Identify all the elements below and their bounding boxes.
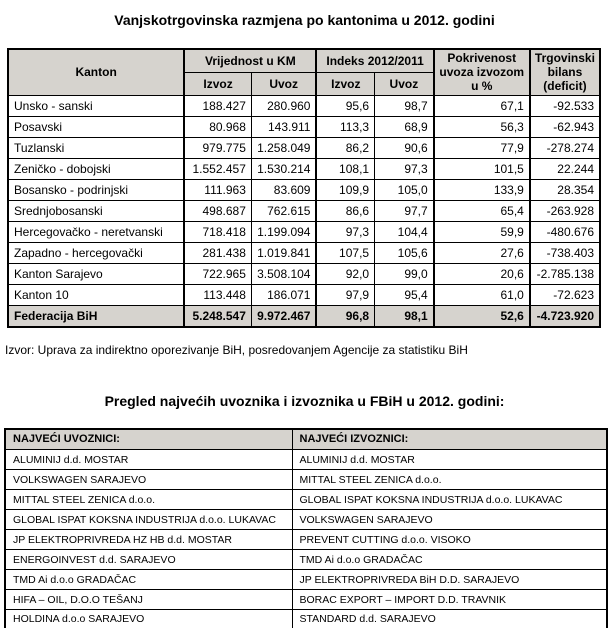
table-row [8, 179, 600, 200]
uvoznik-cell: JP ELEKTROPRIVREDA HZ HB d.d. MOSTAR [5, 530, 292, 550]
bilans-cell: -738.403 [530, 242, 600, 263]
uvoz-km-cell: 9.972.467 [251, 305, 316, 327]
bilans-cell: -62.943 [530, 116, 600, 137]
izvoz-indeks-cell: 96,8 [316, 305, 374, 327]
izvoznik-cell: ALUMINIJ d.d. MOSTAR [292, 450, 607, 470]
izvoznik-cell: TMD Ai d.o.o GRADAČAC [292, 550, 607, 570]
bilans-cell: -278.274 [530, 137, 600, 158]
uvoznik-cell: TMD Ai d.o.o GRADAČAC [5, 570, 292, 590]
col-header-uvoz-km: Uvoz [251, 72, 316, 95]
uvoz-km-cell: 1.530.214 [251, 158, 316, 179]
table-row [8, 200, 600, 221]
izvoz-indeks-cell: 95,6 [316, 95, 374, 116]
izvoznik-cell: PREVENT CUTTING d.o.o. VISOKO [292, 530, 607, 550]
kanton-cell: Posavski [8, 116, 184, 137]
izvoz-km-cell: 188.427 [184, 95, 251, 116]
uvoz-km-cell: 1.199.094 [251, 221, 316, 242]
pokrivenost-cell: 133,9 [434, 179, 530, 200]
izvoz-indeks-cell: 97,3 [316, 221, 374, 242]
kanton-cell: Unsko - sanski [8, 95, 184, 116]
pokrivenost-cell: 20,6 [434, 263, 530, 284]
kanton-cell: Zeničko - dobojski [8, 158, 184, 179]
izvoz-km-cell: 722.965 [184, 263, 251, 284]
uvoz-km-cell: 1.019.841 [251, 242, 316, 263]
table-total-row [8, 305, 600, 327]
table-row [5, 470, 607, 490]
col-header-uvoznici: NAJVEĆI UVOZNICI: [5, 429, 292, 450]
table-row [8, 263, 600, 284]
bilans-cell: -263.928 [530, 200, 600, 221]
kanton-cell: Federacija BiH [8, 305, 184, 327]
bilans-cell: -2.785.138 [530, 263, 600, 284]
izvoz-km-cell: 979.775 [184, 137, 251, 158]
uvoz-indeks-cell: 99,0 [375, 263, 434, 284]
kanton-cell: Srednjobosanski [8, 200, 184, 221]
table-row [8, 137, 600, 158]
izvoz-km-cell: 5.248.547 [184, 305, 251, 327]
uvoz-indeks-cell: 104,4 [375, 221, 434, 242]
table-row [5, 510, 607, 530]
izvoznik-cell: VOLKSWAGEN SARAJEVO [292, 510, 607, 530]
uvoznik-cell: MITTAL STEEL ZENICA d.o.o. [5, 490, 292, 510]
col-header-kanton: Kanton [8, 49, 184, 95]
pokrivenost-cell: 67,1 [434, 95, 530, 116]
table-row [8, 284, 600, 305]
kanton-cell: Kanton Sarajevo [8, 263, 184, 284]
bilans-cell: -72.623 [530, 284, 600, 305]
uvoz-km-cell: 83.609 [251, 179, 316, 200]
table-row [5, 490, 607, 510]
pokrivenost-cell: 77,9 [434, 137, 530, 158]
izvoz-indeks-cell: 92,0 [316, 263, 374, 284]
kanton-cell: Tuzlanski [8, 137, 184, 158]
col-header-bilans: Trgovinski bilans (deficit) [530, 49, 600, 95]
table-row [8, 95, 600, 116]
col-header-izvoz-km: Izvoz [184, 72, 251, 95]
uvoznik-cell: VOLKSWAGEN SARAJEVO [5, 470, 292, 490]
pokrivenost-cell: 101,5 [434, 158, 530, 179]
col-group-vrijednost: Vrijednost u KM [184, 49, 316, 72]
uvoz-indeks-cell: 105,6 [375, 242, 434, 263]
uvoz-km-cell: 3.508.104 [251, 263, 316, 284]
companies-table [4, 428, 608, 628]
izvoznik-cell: GLOBAL ISPAT KOKSNA INDUSTRIJA d.o.o. LUKAVAC [292, 490, 607, 510]
izvoz-indeks-cell: 113,3 [316, 116, 374, 137]
kanton-cell: Kanton 10 [8, 284, 184, 305]
uvoz-indeks-cell: 68,9 [375, 116, 434, 137]
izvoz-indeks-cell: 107,5 [316, 242, 374, 263]
source-note: Izvor: Uprava za indirektno oporezivanje BiH, posredovanjem Agencije za statistiku BiH [5, 342, 468, 357]
izvoz-km-cell: 718.418 [184, 221, 251, 242]
uvoz-indeks-cell: 98,7 [375, 95, 434, 116]
izvoznik-cell: JP ELEKTROPRIVREDA BiH D.D. SARAJEVO [292, 570, 607, 590]
bilans-cell: -480.676 [530, 221, 600, 242]
izvoz-indeks-cell: 97,9 [316, 284, 374, 305]
table-row [5, 570, 607, 590]
pokrivenost-cell: 61,0 [434, 284, 530, 305]
pokrivenost-cell: 59,9 [434, 221, 530, 242]
col-group-indeks: Indeks 2012/2011 [316, 49, 433, 72]
col-header-izvoznici: NAJVEĆI IZVOZNICI: [292, 429, 607, 450]
trade-table [7, 48, 601, 328]
table-row [5, 530, 607, 550]
table-row [8, 242, 600, 263]
uvoz-indeks-cell: 97,3 [375, 158, 434, 179]
izvoz-km-cell: 80.968 [184, 116, 251, 137]
uvoz-indeks-cell: 90,6 [375, 137, 434, 158]
table-row [5, 550, 607, 570]
izvoznik-cell: STANDARD d.d. SARAJEVO [292, 610, 607, 628]
document-page [0, 12, 609, 628]
table-row [8, 158, 600, 179]
uvoz-km-cell: 186.071 [251, 284, 316, 305]
pokrivenost-cell: 27,6 [434, 242, 530, 263]
uvoz-indeks-cell: 97,7 [375, 200, 434, 221]
companies-table-title: Pregled najvećih uvoznika i izvoznika u FBiH u 2012. godini: [104, 392, 505, 409]
bilans-cell: 22.244 [530, 158, 600, 179]
table-row [8, 221, 600, 242]
table-row [5, 590, 607, 610]
izvoz-km-cell: 498.687 [184, 200, 251, 221]
uvoz-km-cell: 280.960 [251, 95, 316, 116]
uvoz-indeks-cell: 105,0 [375, 179, 434, 200]
uvoz-indeks-cell: 98,1 [375, 305, 434, 327]
uvoznik-cell: ENERGOINVEST d.d. SARAJEVO [5, 550, 292, 570]
izvoz-km-cell: 281.438 [184, 242, 251, 263]
izvoz-indeks-cell: 108,1 [316, 158, 374, 179]
trade-table-header [8, 49, 600, 95]
kanton-cell: Hercegovačko - neretvanski [8, 221, 184, 242]
izvoz-km-cell: 113.448 [184, 284, 251, 305]
bilans-cell: 28.354 [530, 179, 600, 200]
companies-table-header [5, 429, 607, 450]
pokrivenost-cell: 56,3 [434, 116, 530, 137]
izvoz-indeks-cell: 86,6 [316, 200, 374, 221]
uvoz-km-cell: 762.615 [251, 200, 316, 221]
uvoznik-cell: ALUMINIJ d.d. MOSTAR [5, 450, 292, 470]
kanton-cell: Bosansko - podrinjski [8, 179, 184, 200]
trade-table-title: Vanjskotrgovinska razmjena po kantonima u 2012. godini [114, 12, 495, 28]
bilans-cell: -92.533 [530, 95, 600, 116]
izvoz-km-cell: 111.963 [184, 179, 251, 200]
uvoznik-cell: HIFA – OIL, D.O.O TEŠANJ [5, 590, 292, 610]
table-row [5, 610, 607, 628]
bilans-cell: -4.723.920 [530, 305, 600, 327]
izvoznik-cell: BORAC EXPORT – IMPORT D.D. TRAVNIK [292, 590, 607, 610]
table-row [8, 116, 600, 137]
col-header-pokrivenost: Pokrivenost uvoza izvozom u % [434, 49, 530, 95]
uvoz-km-cell: 143.911 [251, 116, 316, 137]
pokrivenost-cell: 65,4 [434, 200, 530, 221]
uvoznik-cell: HOLDINA d.o.o SARAJEVO [5, 610, 292, 628]
uvoz-indeks-cell: 95,4 [375, 284, 434, 305]
izvoz-indeks-cell: 109,9 [316, 179, 374, 200]
col-header-uvoz-indeks: Uvoz [375, 72, 434, 95]
izvoz-km-cell: 1.552.457 [184, 158, 251, 179]
izvoz-indeks-cell: 86,2 [316, 137, 374, 158]
pokrivenost-cell: 52,6 [434, 305, 530, 327]
uvoznik-cell: GLOBAL ISPAT KOKSNA INDUSTRIJA d.o.o. LUKAVAC [5, 510, 292, 530]
kanton-cell: Zapadno - hercegovački [8, 242, 184, 263]
col-header-izvoz-indeks: Izvoz [316, 72, 374, 95]
izvoznik-cell: MITTAL STEEL ZENICA d.o.o. [292, 470, 607, 490]
uvoz-km-cell: 1.258.049 [251, 137, 316, 158]
table-row [5, 450, 607, 470]
